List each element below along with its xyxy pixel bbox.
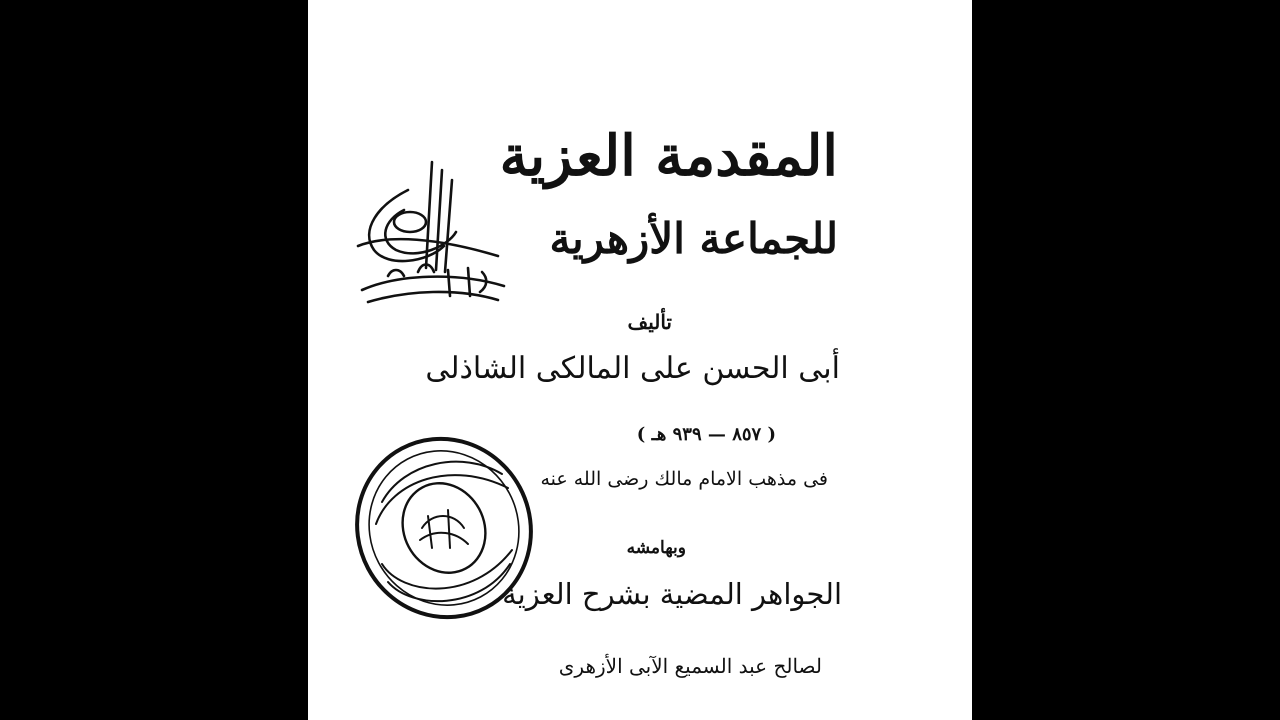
- commentary-title: الجواهر المضية بشرح العزية: [502, 577, 842, 611]
- tughra-signature-image: [348, 150, 508, 320]
- author-name: أبى الحسن على المالكى الشاذلى: [425, 351, 840, 386]
- author-dates: ( ٨٥٧ — ٩٣٩ هـ ): [636, 424, 776, 445]
- document-page: [308, 0, 972, 720]
- title-line-1: المقدمة العزية: [499, 123, 838, 189]
- madhhab-line: فى مذهب الامام مالك رضى الله عنه: [540, 468, 828, 490]
- byline-label: تأليف: [627, 310, 672, 334]
- title-line-2: للجماعة الأزهرية: [549, 214, 838, 263]
- library-stamp-image: [352, 432, 538, 624]
- commentator-name: لصالح عبد السميع الآبى الأزهرى: [558, 654, 822, 678]
- margin-label: وبهامشه: [626, 538, 686, 558]
